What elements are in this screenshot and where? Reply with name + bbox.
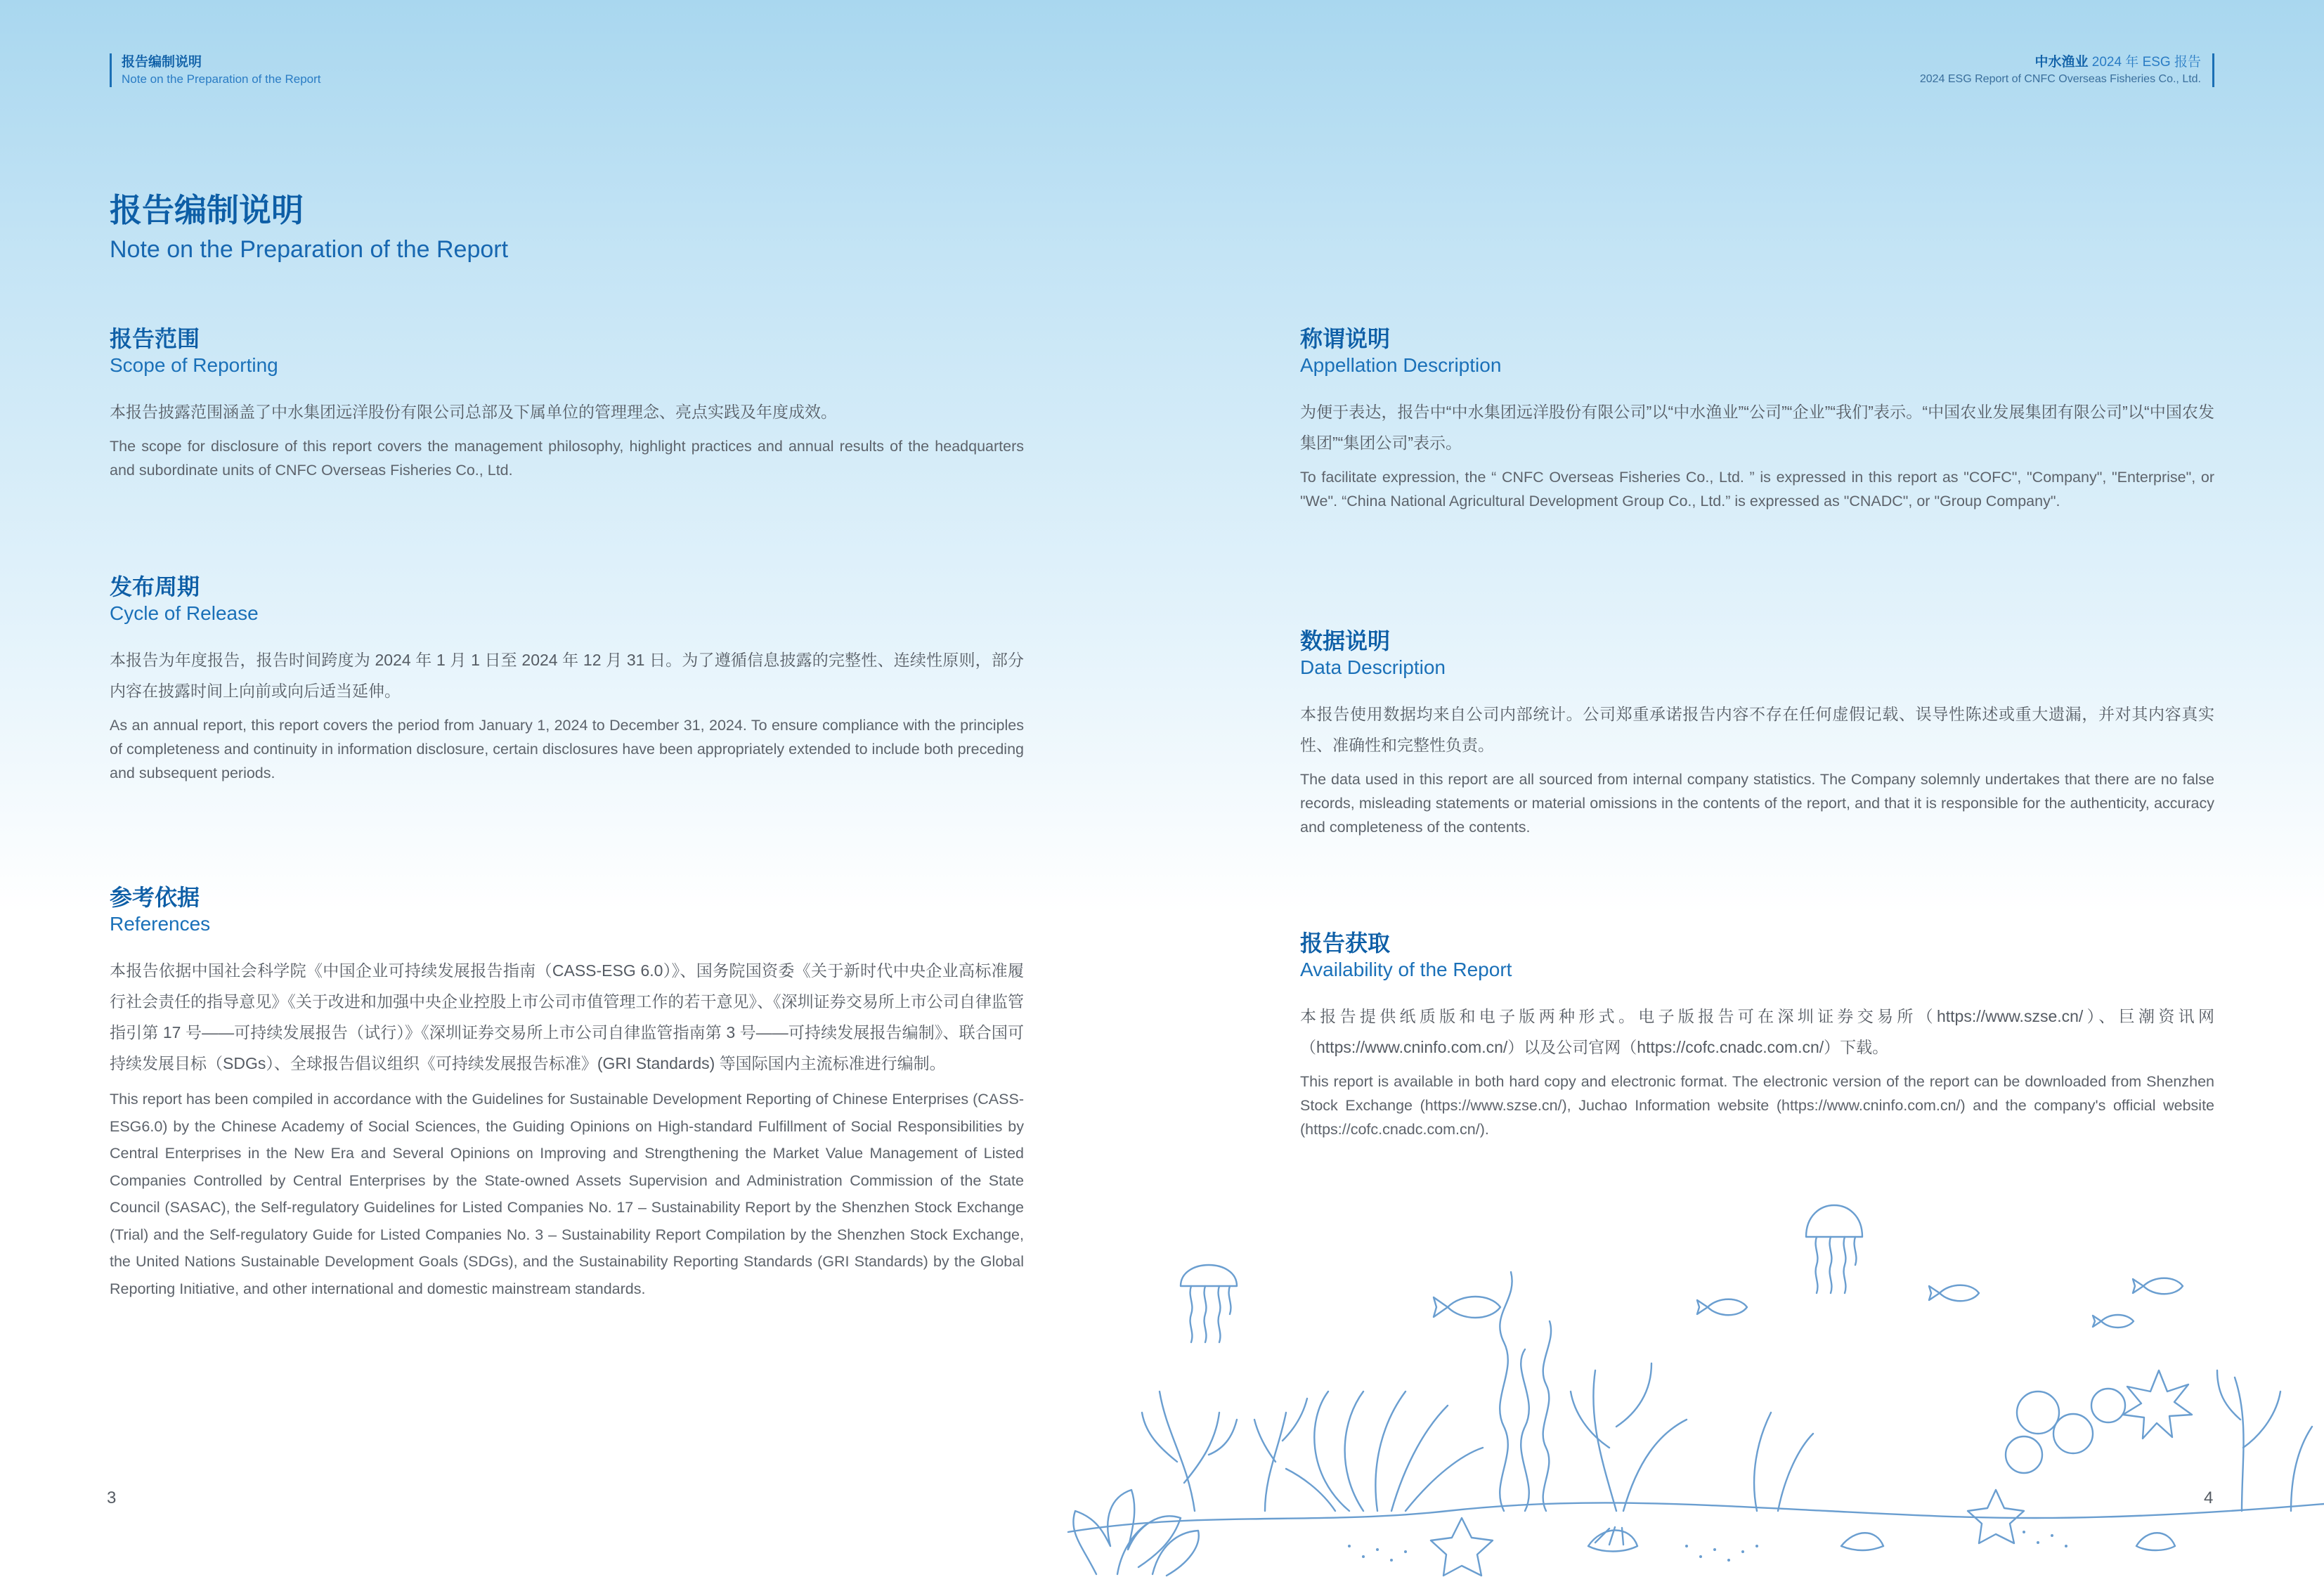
section-data-title-en: Data Description <box>1300 656 1446 678</box>
section-references-body-zh: 本报告依据中国社会科学院《中国企业可持续发展报告指南（CASS-ESG 6.0）》、国务院国资委《关于新时代中央企业高标准履行社会责任的指导意见》《关于改进和加强中央企业控股上市公司市值管理工作的若干意见》、《深圳证券交易所上市公司自律监管指引第 17 号——可持续发展报告（试行）》《深圳证券交易所上市公司自律监管指南第 3 号——可持续发展报告编制》、联合国可持续发展目标（SDGs）、全球报告倡议组织《可持续发展报告标准》(GRI Standards) 等国际国内主流标准进行编制。 <box>110 961 1024 1072</box>
section-references-title-en: References <box>110 913 211 935</box>
sand-dots <box>1348 1531 2067 1562</box>
page-number-right: 4 <box>2204 1488 2214 1507</box>
section-scope-body-zh: 本报告披露范围涵盖了中水集团远洋股份有限公司总部及下属单位的管理理念、亮点实践及年度成效。 <box>110 403 837 421</box>
section-references <box>110 883 1024 1302</box>
section-scope-title-zh: 报告范围 <box>110 326 200 351</box>
section-data <box>1300 627 2214 839</box>
section-appellation-body-en: To facilitate expression, the “ CNFC Overseas Fisheries Co., Ltd. ” is expressed in this report as "COFC", "Company", "Enterprise", or "We". “China National Agricultural Development Group Co., Ltd.” is expressed as "CNADC", or "Group Company". <box>1300 469 2214 510</box>
section-availability-title-zh: 报告获取 <box>1300 930 1391 956</box>
section-cycle-title-zh: 发布周期 <box>110 574 200 599</box>
jellyfish-icon-right <box>1806 1205 1862 1293</box>
section-availability-body-zh: 本报告提供纸质版和电子版两种形式。电子版报告可在深圳证券交易所（https://www.szse.cn/）、巨潮资讯网（https://www.cninfo.com.cn/）以及公司官网（https://cofc.cnadc.com.cn/）下载。 <box>1300 1007 2214 1056</box>
coral-bloom-left-icon <box>1073 1490 1198 1576</box>
section-cycle-body-en: As an annual report, this report covers the period from January 1, 2024 to December 31, 2024. To ensure compliance with the principles of completeness and continuity in information disclosure, certain disclosures have been appropriately extended to include both preceding and subsequent periods. <box>110 717 1024 781</box>
section-scope-body-en: The scope for disclosure of this report covers the management philosophy, highlight practices and annual results of the headquarters and subordinate units of CNFC Overseas Fisheries Co., Ltd. <box>110 438 1024 479</box>
anemone-icon <box>2006 1370 2192 1473</box>
section-appellation <box>1300 325 2214 513</box>
section-cycle-body-zh: 本报告为年度报告，报告时间跨度为 2024 年 1 月 1 日至 2024 年 12 月 31 日。为了遵循信息披露的完整性、连续性原则，部分内容在披露时间上向前或向后适当延伸。 <box>110 651 1024 700</box>
section-scope-title-en: Scope of Reporting <box>110 354 278 376</box>
page-number-left: 3 <box>107 1488 117 1507</box>
branch-coral-icon <box>1142 1391 1307 1511</box>
running-header-right <box>1920 53 2214 87</box>
section-appellation-body-zh: 为便于表达，报告中“中水集团远洋股份有限公司”以“中水渔业”“公司”“企业”“我们”表示。“中国农业发展集团有限公司”以“中国农发集团”“集团公司”表示。 <box>1300 403 2214 452</box>
page-title-en: Note on the Preparation of the Report <box>110 236 509 263</box>
header-right-zh <box>1920 53 2201 72</box>
section-cycle-title-en: Cycle of Release <box>110 602 259 624</box>
section-cycle <box>110 573 1024 785</box>
page-title <box>110 188 508 266</box>
page-title-zh: 报告编制说明 <box>110 192 304 228</box>
section-data-title-zh: 数据说明 <box>1300 628 1391 654</box>
running-header-left <box>110 53 321 87</box>
section-appellation-title-en: Appellation Description <box>1300 354 1502 376</box>
fan-coral-icon <box>1286 1391 1483 1511</box>
section-availability-title-en: Availability of the Report <box>1300 959 1512 980</box>
header-brand: 中水渔业 <box>2034 55 2089 70</box>
section-data-body-zh: 本报告使用数据均来自公司内部统计。公司郑重承诺报告内容不存在任何虚假记载、误导性陈述或重大遗漏，并对其内容真实性、准确性和完整性负责。 <box>1300 705 2214 754</box>
jellyfish-icon <box>1181 1265 1237 1342</box>
header-left-zh: 报告编制说明 <box>122 55 202 70</box>
section-availability <box>1300 929 2214 1141</box>
fish-icon <box>1434 1278 2183 1328</box>
header-report-year: 2024 年 ESG 报告 <box>2088 55 2201 70</box>
branch-coral-right-icon <box>2217 1370 2312 1511</box>
seaweed-icon <box>1500 1272 1551 1511</box>
section-references-title-zh: 参考依据 <box>110 885 200 910</box>
section-data-body-en: The data used in this report are all sourced from internal company statistics. The Company solemnly undertakes that there are no false records, misleading statements or material omissions in the contents of the report, and that it is responsible for the authenticity, accuracy and completeness of the contents. <box>1300 771 2214 836</box>
section-scope <box>110 325 1024 482</box>
section-appellation-title-zh: 称谓说明 <box>1300 326 1391 351</box>
shell-icon <box>1588 1527 2175 1552</box>
section-references-body-en: This report has been compiled in accordance with the Guidelines for Sustainable Development Reporting of Chinese Enterprises (CASS-ESG6.0) by the Chinese Academy of Social Sciences, the Guiding Opinions on High-standard Fulfillment of Social Responsibilities by Central Enterprises in the New Era and Several Opinions on Improving and Strengthening the Market Value Management of Listed Companies Controlled by Central Enterprises by the State-owned Assets Supervision and Administration Commission of the State Council (SASAC), the Self-regulatory Guidelines for Listed Companies No. 17 – Sustainability Report by the Shenzhen Stock Exchange (Trial) and the Self-regulatory Guide for Listed Companies No. 3 – Sustainability Report Compilation by the Shenzhen Stock Exchange, the United Nations Sustainable Development Goals (SDGs), and the Sustainability Reporting Standards (GRI Standards) by the Global Reporting Initiative, and other international and domestic mainstream standards. <box>110 1091 1024 1297</box>
section-availability-body-en: This report is available in both hard copy and electronic format. The electronic version of the report can be downloaded from Shenzhen Stock Exchange (https://www.szse.cn/), Juchao Information website (https://www.cninfo.com.cn/) and the company's official website (https://cofc.cnadc.com.cn/). <box>1300 1073 2214 1138</box>
starfish-icon <box>1431 1490 2024 1576</box>
header-left-en: Note on the Preparation of the Report <box>122 72 321 86</box>
header-right-en: 2024 ESG Report of CNFC Overseas Fisheries Co., Ltd. <box>1919 73 2201 85</box>
tall-coral-icon <box>1571 1363 1813 1511</box>
coral-reef-illustration <box>1054 1181 2324 1577</box>
